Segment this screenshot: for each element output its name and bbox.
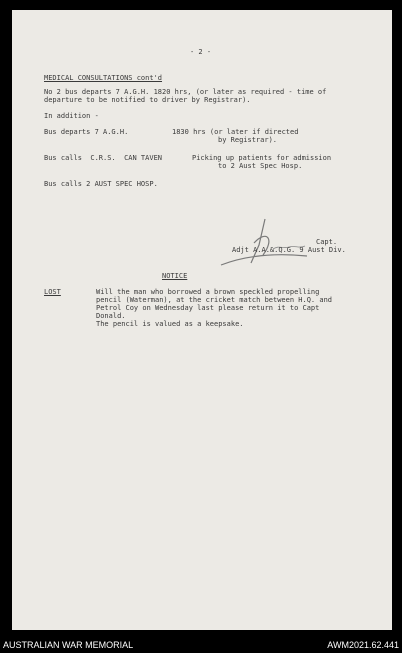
bus-calls-detail-line-2: to 2 Aust Spec Hosp.	[218, 162, 303, 170]
bus-calls-label-1: Bus calls C.R.S. CAN TAVEN	[44, 154, 163, 162]
lost-notice-line-5: The pencil is valued as a keepsake.	[96, 320, 244, 328]
bus-departs-time-line-2: by Registrar).	[218, 136, 278, 144]
section-heading: MEDICAL CONSULTATIONS cont'd	[44, 74, 163, 82]
page-number: - 2 -	[190, 48, 212, 56]
lost-label: LOST	[44, 288, 61, 296]
signatory-rank: Capt.	[316, 238, 338, 246]
bus-schedule-line-1: No 2 bus departs 7 A.G.H. 1820 hrs, (or later as required - time of	[44, 88, 327, 96]
lost-notice-line-3: Petrol Coy on Wednesday last please return it to Capt	[96, 304, 320, 312]
document-page	[12, 10, 392, 630]
lost-notice-line-1: Will the man who borrowed a brown speckled propelling	[96, 288, 320, 296]
bus-calls-detail-line-1: Picking up patients for admission	[192, 154, 332, 162]
footer-accession-number: AWM2021.62.441	[327, 640, 399, 650]
footer-source-label: AUSTRALIAN WAR MEMORIAL	[3, 640, 134, 650]
bus-schedule-line-2: departure to be notified to driver by Registrar).	[44, 96, 251, 104]
signature-mark	[207, 215, 327, 275]
in-addition-label: In addition -	[44, 112, 99, 120]
bus-departs-label: Bus departs 7 A.G.H.	[44, 128, 129, 136]
signatory-title: Adjt A.A.&.Q.G. 9 Aust Div.	[232, 246, 346, 254]
bus-calls-label-2: Bus calls 2 AUST SPEC HOSP.	[44, 180, 158, 188]
notice-heading: NOTICE	[162, 272, 188, 280]
lost-notice-line-4: Donald.	[96, 312, 126, 320]
lost-notice-line-2: pencil (Waterman), at the cricket match between H.Q. and	[96, 296, 333, 304]
bus-departs-time-line-1: 1830 hrs (or later if directed	[172, 128, 299, 136]
